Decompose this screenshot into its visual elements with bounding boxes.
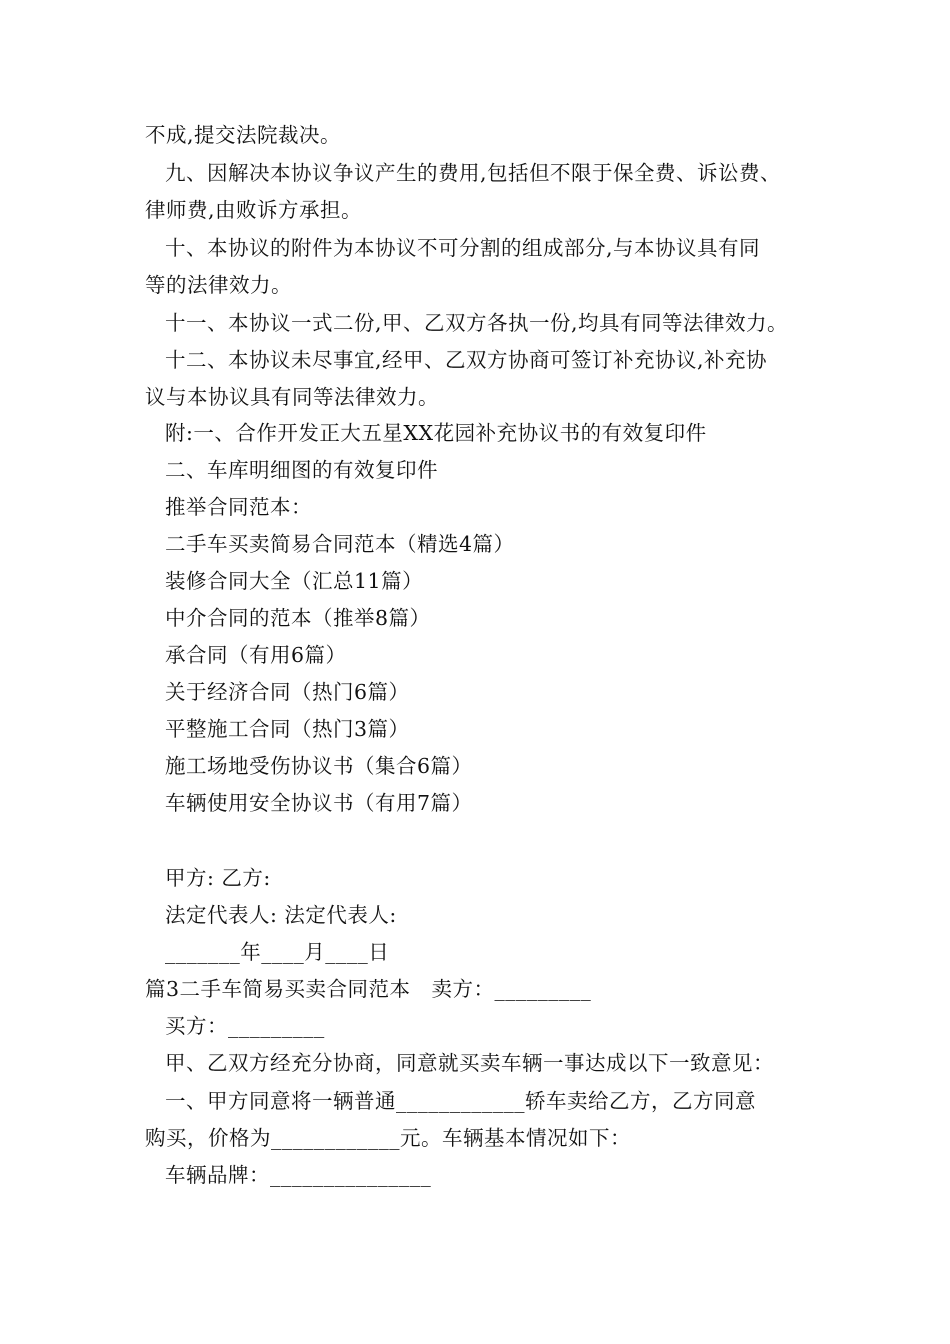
paragraph-line: 九、因解决本协议争议产生的费用,包括但不限于保全费、诉讼费、 [165,161,782,185]
attachment-line: 二、车库明细图的有效复印件 [165,458,438,482]
paragraph-line: 十一、本协议一式二份,甲、乙双方各执一份,均具有同等法律效力。 [165,311,789,335]
recommend-link[interactable]: 二手车买卖简易合同范本（精选4篇） [165,532,515,556]
buyer-line: 买方：_________ [165,1014,325,1038]
paragraph-line: 十、本协议的附件为本协议不可分割的组成部分,与本协议具有同 [165,236,761,260]
recommend-heading: 推举合同范本： [165,495,312,519]
recommend-link[interactable]: 中介合同的范本（推举8篇） [165,606,431,630]
signature-date: _______年____月____日 [165,940,390,964]
recommend-link[interactable]: 装修合同大全（汇总11篇） [165,569,424,593]
paragraph-line: 不成,提交法院裁决。 [145,123,342,147]
paragraph-line: 一、甲方同意将一辆普通____________轿车卖给乙方，乙方同意 [165,1089,756,1113]
signature-representatives: 法定代表人: 法定代表人: [165,903,397,927]
paragraph-line: 律师费,由败诉方承担。 [145,198,363,222]
vehicle-brand-line: 车辆品牌：_______________ [165,1163,432,1187]
paragraph-line: 十二、本协议未尽事宜,经甲、乙双方协商可签订补充协议,补充协 [165,348,768,372]
paragraph-line: 等的法律效力。 [145,273,292,297]
recommend-link[interactable]: 平整施工合同（热门3篇） [165,717,410,741]
recommend-link[interactable]: 关于经济合同（热门6篇） [165,680,410,704]
paragraph-line: 购买，价格为____________元。车辆基本情况如下： [145,1126,631,1150]
signature-parties: 甲方: 乙方: [165,866,271,890]
recommend-link[interactable]: 施工场地受伤协议书（集合6篇） [165,754,473,778]
section-title: 篇3二手车简易买卖合同范本 卖方：_________ [145,977,592,1001]
attachment-line: 附:一、合作开发正大五星XX花园补充协议书的有效复印件 [165,421,707,445]
recommend-link[interactable]: 车辆使用安全协议书（有用7篇） [165,791,473,815]
paragraph-line: 议与本协议具有同等法律效力。 [145,385,439,409]
paragraph-line: 甲、乙双方经充分协商，同意就买卖车辆一事达成以下一致意见： [165,1051,774,1075]
recommend-link[interactable]: 承合同（有用6篇） [165,643,347,667]
